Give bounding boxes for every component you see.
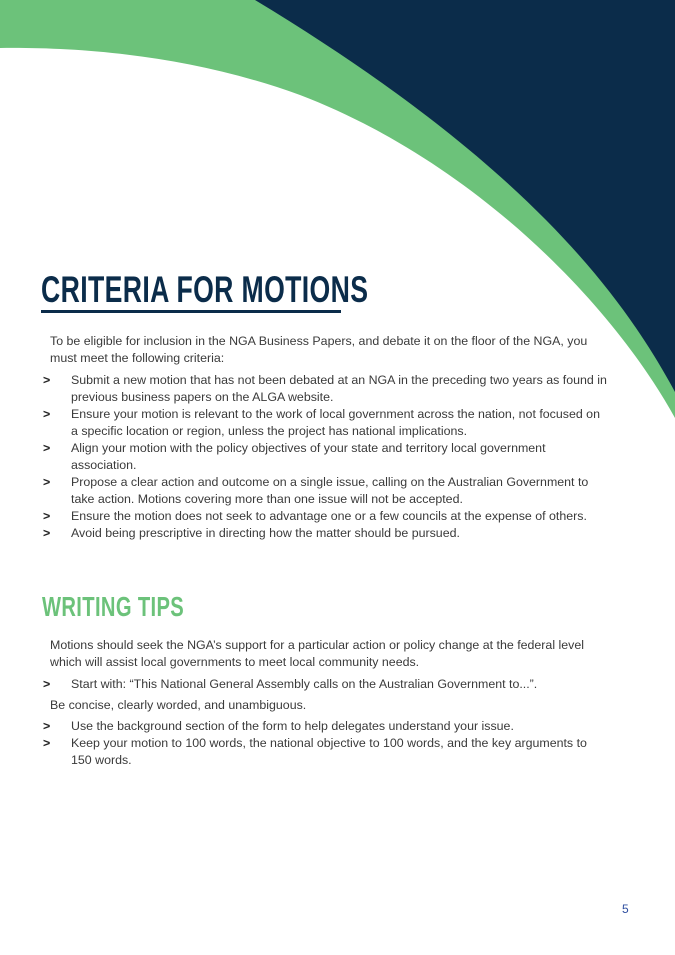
criteria-list	[43, 372, 610, 542]
bullet-marker: >	[43, 407, 51, 421]
criteria-item-text: Submit a new motion that has not been debated at an NGA in the preceding two years as found in previous business papers on the ALGA website.	[71, 373, 607, 404]
bullet-marker: >	[43, 677, 51, 691]
writing-tip-item	[43, 718, 610, 735]
bullet-marker: >	[43, 475, 51, 489]
bullet-marker: >	[43, 373, 51, 387]
writing-tip-item	[43, 676, 610, 693]
writing-tip-text: Keep your motion to 100 words, the national objective to 100 words, and the key arguments to 150 words.	[71, 736, 587, 767]
criteria-item-text: Align your motion with the policy objectives of your state and territory local government association.	[71, 441, 546, 472]
writing-tips-plain-block	[50, 697, 610, 714]
page-number: 5	[622, 902, 629, 916]
criteria-item-text: Propose a clear action and outcome on a single issue, calling on the Australian Government to take action. Motions covering more than one issue will not be accepted.	[71, 475, 589, 506]
criteria-item	[43, 525, 610, 542]
criteria-item-text: Ensure the motion does not seek to advantage one or a few councils at the expense of others.	[71, 509, 587, 523]
criteria-item-text: Avoid being prescriptive in directing how the matter should be pursued.	[71, 526, 460, 540]
criteria-intro-block	[50, 333, 610, 367]
writing-tips-list-block	[43, 718, 610, 769]
criteria-item	[43, 474, 610, 508]
writing-tips-heading: WRITING TIPS	[42, 591, 185, 622]
writing-tips-intro-block	[50, 637, 610, 671]
bullet-marker: >	[43, 509, 51, 523]
writing-tips-intro: Motions should seek the NGA’s support for a particular action or policy change at the federal level which will assist local governments to meet local community needs.	[50, 638, 585, 669]
criteria-intro: To be eligible for inclusion in the NGA Business Papers, and debate it on the floor of the NGA, you must meet the following criteria:	[50, 334, 588, 365]
criteria-item-text: Ensure your motion is relevant to the work of local government across the nation, not focused on a specific location or region, unless the project has national implications.	[71, 407, 600, 438]
writing-tip-text: Use the background section of the form to help delegates understand your issue.	[71, 719, 514, 733]
criteria-item	[43, 508, 610, 525]
bullet-marker: >	[43, 441, 51, 455]
writing-tips-list	[43, 718, 610, 769]
writing-tips-start-block	[43, 676, 610, 693]
criteria-item	[43, 406, 610, 440]
bullet-marker: >	[43, 719, 51, 733]
criteria-heading: CRITERIA FOR MOTIONS	[41, 269, 369, 310]
criteria-list-block	[43, 372, 610, 542]
criteria-item	[43, 440, 610, 474]
criteria-item	[43, 372, 610, 406]
bullet-marker: >	[43, 526, 51, 540]
writing-tips-plain-line: Be concise, clearly worded, and unambiguous.	[50, 698, 307, 712]
bullet-marker: >	[43, 736, 51, 750]
criteria-heading-underline	[41, 310, 341, 313]
writing-tip-text: Start with: “This National General Assembly calls on the Australian Government to...”.	[71, 677, 538, 691]
writing-tips-list-start	[43, 676, 610, 693]
writing-tip-item	[43, 735, 610, 769]
